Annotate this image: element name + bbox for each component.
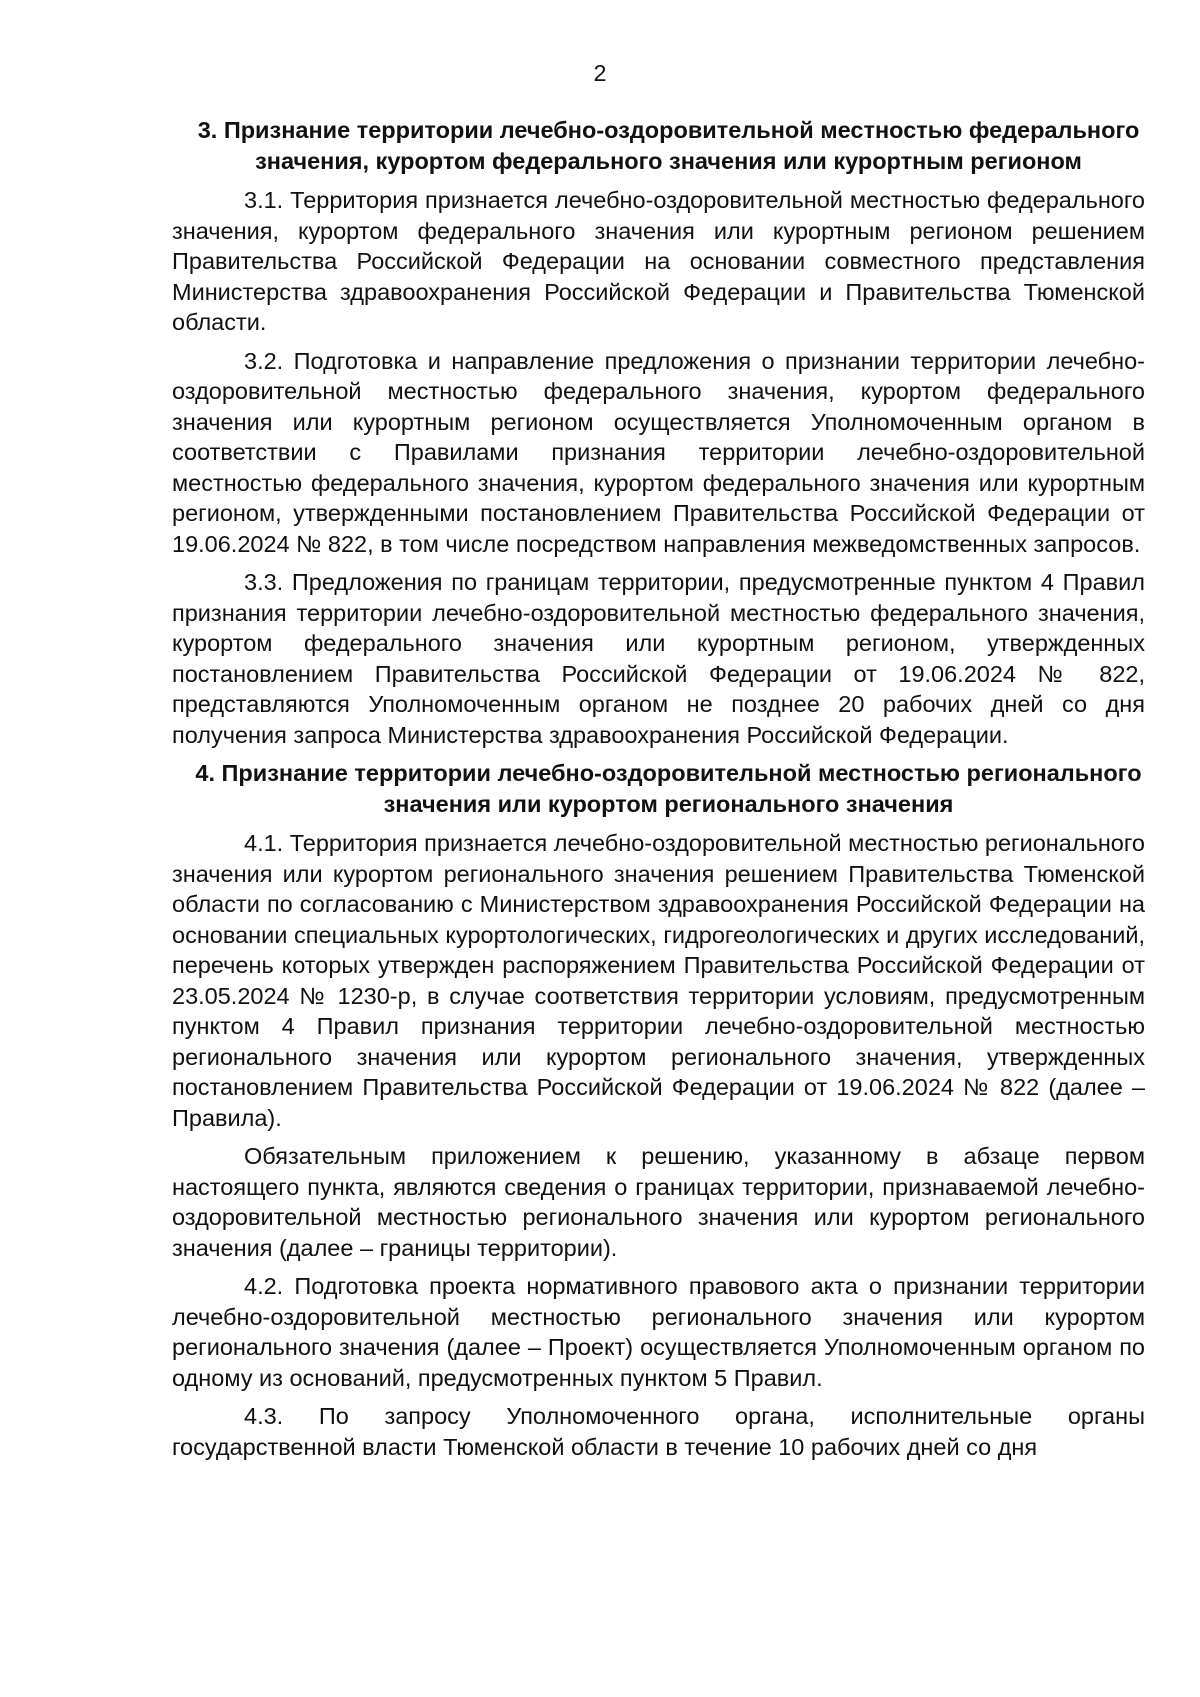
paragraph-3-2: 3.2. Подготовка и направление предложения о признании территории лечебно-оздоровительной местностью федерального значения, курортом федерального значения или курортным регионом осуществляется Уполномоченным органом в соответствии с Правилами признания территории лечебно-оздоровительной местностью федерального значения, курортом федерального значения или курортным регионом, утвержденными постановлением Правительства Российской Федерации от 19.06.2024 № 822, в том числе посредством направления межведомственных запросов. xyxy=(172,347,1145,557)
section-3-heading: 3. Признание территории лечебно-оздоровительной местностью федерального значения, курортом федерального значения или курортным регионом xyxy=(197,117,1140,174)
paragraph-4-1-appendix: Обязательным приложением к решению, указанному в абзаце первом настоящего пункта, являются сведения о границах территории, признаваемой лечебно-оздоровительной местностью регионального значения или курортом регионального значения (далее – границы территории). xyxy=(172,1143,1145,1261)
page-number: 2 xyxy=(593,60,607,86)
paragraph-4-3: 4.3. По запросу Уполномоченного органа, исполнительные органы государственной власти Тюменской области в течение 10 рабочих дней со дня xyxy=(172,1403,1145,1460)
section-4-heading: 4. Признание территории лечебно-оздоровительной местностью регионального значения или курортом регионального значения xyxy=(195,760,1142,817)
paragraph-3-1: 3.1. Территория признается лечебно-оздоровительной местностью федерального значения, курортом федерального значения или курортным регионом решением Правительства Российской Федерации на основании совместного представления Министерства здравоохранения Российской Федерации и Правительства Тюменской области. xyxy=(172,187,1145,335)
paragraph-4-2: 4.2. Подготовка проекта нормативного правового акта о признании территории лечебно-оздоровительной местностью регионального значения или курортом регионального значения (далее – Проект) осуществляется Уполномоченным органом по одному из оснований, предусмотренных пунктом 5 Правил. xyxy=(172,1273,1145,1391)
paragraph-3-3: 3.3. Предложения по границам территории, предусмотренные пунктом 4 Правил признания территории лечебно-оздоровительной местностью федерального значения, курортом федерального значения или курортным регионом, утвержденных постановлением Правительства Российской Федерации от 19.06.2024 № 822, представляются Уполномоченным органом не позднее 20 рабочих дней со дня получения запроса Министерства здравоохранения Российской Федерации. xyxy=(172,569,1145,748)
document-body xyxy=(172,115,1145,1470)
paragraph-4-1: 4.1. Территория признается лечебно-оздоровительной местностью регионального значения или курортом регионального значения решением Правительства Тюменской области по согласованию с Министерством здравоохранения Российской Федерации на основании специальных курортологических, гидрогеологических и других исследований, перечень которых утвержден распоряжением Правительства Российской Федерации от 23.05.2024 № 1230-р, в случае соответствия территории условиям, предусмотренным пунктом 4 Правил признания территории лечебно-оздоровительной местностью регионального значения или курортом регионального значения, утвержденных постановлением Правительства Российской Федерации от 19.06.2024 № 822 (далее – Правила). xyxy=(172,830,1145,1131)
